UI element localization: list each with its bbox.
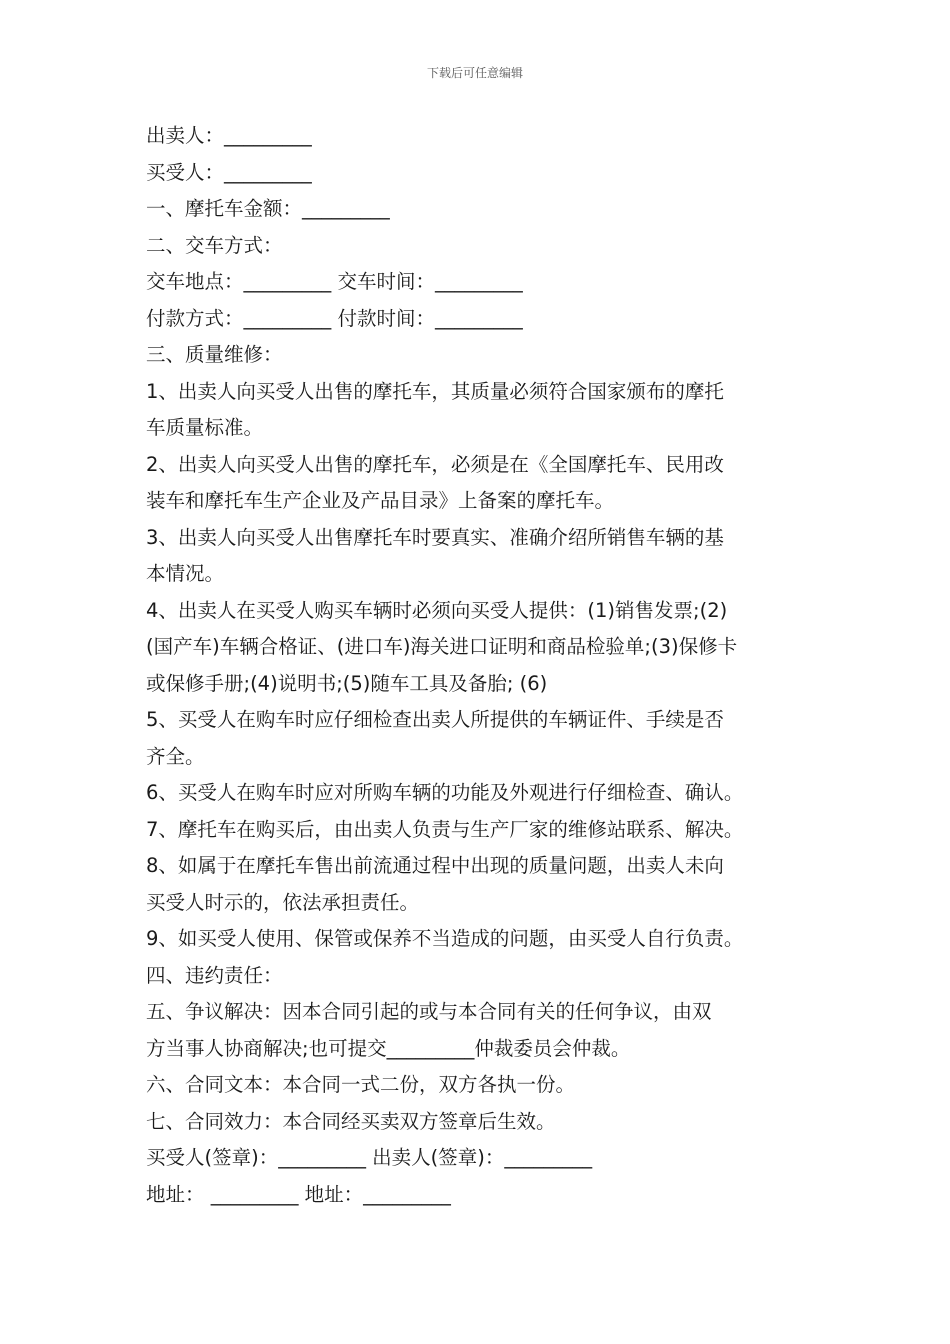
section-effect: 七、合同效力：本合同经买卖双方签章后生效。 [146, 1109, 556, 1133]
signature-line: 买受人(签章)：_________ 出卖人(签章)：_________ [146, 1146, 593, 1169]
clause-3-line-2: 本情况。 [146, 562, 225, 585]
clause-8-line-2: 买受人时示的，依法承担责任。 [146, 890, 420, 914]
section-breach-heading: 四、违约责任： [146, 963, 283, 987]
clause-1-line-2: 车质量标准。 [146, 416, 264, 439]
clause-4-line-2: (国产车)车辆合格证、(进口车)海关进口证明和商品检验单;(3)保修卡 [146, 635, 738, 658]
clause-4-line-3: 或保修手册;(4)说明书;(5)随车工具及备胎; (6) [146, 671, 548, 695]
delivery-place-time: 交车地点：_________ 交车时间：_________ [146, 270, 523, 293]
document-body [146, 118, 826, 1213]
clause-5-line-1: 5、买受人在购车时应仔细检查出卖人所提供的车辆证件、手续是否 [146, 708, 724, 731]
clause-1-line-1: 1、出卖人向买受人出售的摩托车，其质量必须符合国家颁布的摩托 [146, 379, 724, 403]
address-line: 地址： _________ 地址：_________ [146, 1182, 451, 1206]
clause-5-line-2: 齐全。 [146, 744, 205, 768]
buyer-line: 买受人：_________ [146, 160, 312, 184]
clause-4-line-1: 4、出卖人在买受人购买车辆时必须向买受人提供：(1)销售发票;(2) [146, 598, 728, 622]
clause-6: 6、买受人在购车时应对所购车辆的功能及外观进行仔细检查、确认。 [146, 781, 744, 804]
payment-method-time: 付款方式：_________ 付款时间：_________ [146, 306, 523, 330]
clause-2-line-1: 2、出卖人向买受人出售的摩托车，必须是在《全国摩托车、民用改 [146, 452, 724, 476]
clause-2-line-2: 装车和摩托车生产企业及产品目录》上备案的摩托车。 [146, 489, 615, 512]
seller-line: 出卖人：_________ [146, 124, 312, 147]
section-dispute-line-1: 五、争议解决：因本合同引起的或与本合同有关的任何争议，由双 [146, 1000, 712, 1023]
section-quality-heading: 三、质量维修： [146, 343, 283, 366]
section-copies: 六、合同文本：本合同一式二份，双方各执一份。 [146, 1073, 576, 1096]
page-header: 下载后可任意编辑 [426, 66, 523, 80]
section-delivery-heading: 二、交车方式： [146, 233, 283, 257]
clause-8-line-1: 8、如属于在摩托车售出前流通过程中出现的质量问题，出卖人未向 [146, 854, 724, 877]
section-dispute-line-2: 方当事人协商解决;也可提交_________仲裁委员会仲裁。 [146, 1036, 631, 1060]
clause-9: 9、如买受人使用、保管或保养不当造成的问题，由买受人自行负责。 [146, 927, 744, 950]
section-amount: 一、摩托车金额：_________ [146, 197, 390, 220]
clause-3-line-1: 3、出卖人向买受人出售摩托车时要真实、准确介绍所销售车辆的基 [146, 525, 724, 549]
clause-7: 7、摩托车在购买后，由出卖人负责与生产厂家的维修站联系、解决。 [146, 817, 744, 841]
